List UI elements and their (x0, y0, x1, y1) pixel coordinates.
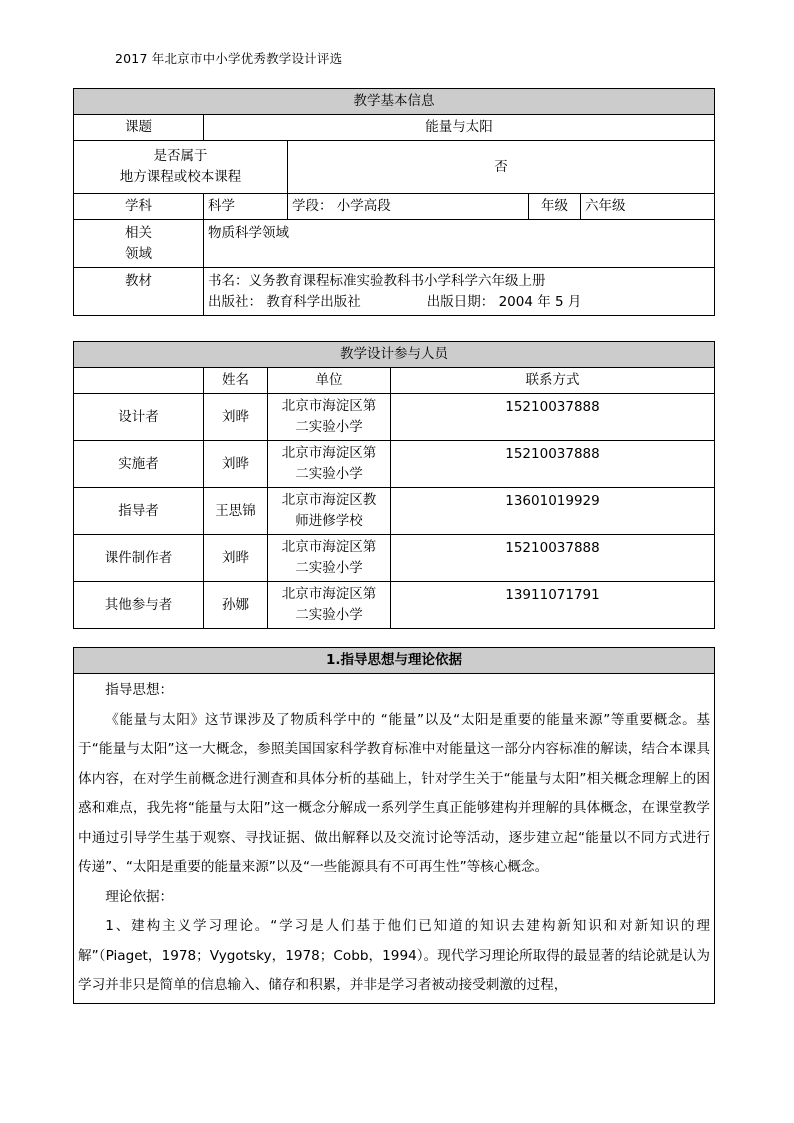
participant-name: 刘晔 (204, 394, 268, 441)
grade-value: 六年级 (581, 194, 715, 220)
table-row (74, 89, 715, 115)
unit-line-2: 二实验小学 (295, 419, 363, 435)
local-course-label (74, 141, 288, 194)
participant-unit (268, 488, 391, 535)
unit-line-2: 二实验小学 (295, 560, 363, 576)
table-row (74, 194, 715, 220)
theory-basis-label: 理论依据： (105, 888, 174, 905)
participant-role: 其他参与者 (74, 582, 204, 629)
participant-role: 实施者 (74, 441, 204, 488)
table-row (74, 268, 715, 316)
table-row (74, 115, 715, 141)
col-header-name: 姓名 (204, 368, 268, 394)
table-row (74, 141, 715, 194)
textbook-name-line: 书名：义务教育课程标准实验教科书小学科学六年级上册 (208, 273, 546, 289)
participant-contact: 15210037888 (391, 535, 715, 582)
guiding-thought-label: 指导思想： (105, 682, 174, 698)
unit-line-2: 二实验小学 (295, 607, 363, 623)
col-header-role (74, 368, 204, 394)
related-field-label-line2: 领域 (125, 245, 152, 262)
participant-name: 孙娜 (204, 582, 268, 629)
participant-role: 指导者 (74, 488, 204, 535)
textbook-publisher: 出版社： 教育科学出版社 (208, 294, 361, 310)
table-row (74, 674, 715, 1004)
related-field-value: 物质科学领域 (204, 220, 715, 268)
unit-line-2: 二实验小学 (295, 466, 363, 482)
subject-label: 学科 (74, 194, 204, 220)
participant-contact: 15210037888 (391, 441, 715, 488)
participants-table (73, 341, 715, 629)
participant-unit (268, 582, 391, 629)
guiding-thought-paragraph: 《能量与太阳》这节课涉及了物质科学中的 “能量”以及“太阳是重要的能量来源”等重要概念。基于“能量与太阳”这一大概念，参照美国国家科学教育标准中对能量这一部分内容标准的解读，结合本课具体内容，在对学生前概念进行测查和具体分析的基础上，针对学生关于“能量与太阳”相关概念理解上的困惑和难点，我先将“能量与太阳”这一概念分解成一系列学生真正能够建构并理解的具体概念，在课堂教学中通过引导学生基于观察、寻找证据、做出解释以及交流讨论等活动，逐步建立起“能量以不同方式进行传递”、“太阳是重要的能量来源”以及“一些能源具有不可再生性”等核心概念。 (78, 711, 710, 875)
textbook-publish-date: 出版日期： 2004 年 5 月 (426, 294, 582, 310)
local-course-label-line2: 地方课程或校本课程 (119, 169, 242, 185)
participant-contact: 13601019929 (391, 488, 715, 535)
participant-unit (268, 535, 391, 582)
participants-title: 教学设计参与人员 (74, 342, 715, 368)
unit-line-2: 师进修学校 (295, 513, 363, 529)
participant-contact: 13911071791 (391, 582, 715, 629)
table-row (74, 648, 715, 674)
participant-role: 课件制作者 (74, 535, 204, 582)
grade-label: 年级 (529, 194, 581, 220)
col-header-unit: 单位 (268, 368, 391, 394)
table-row (74, 535, 715, 582)
unit-line-1: 北京市海淀区第 (281, 586, 377, 602)
textbook-label: 教材 (74, 268, 204, 316)
section-one-body (74, 674, 715, 1004)
unit-line-1: 北京市海淀区第 (281, 445, 377, 461)
running-header: 2017 年北京市中小学优秀教学设计评选 (115, 51, 343, 66)
participant-unit (268, 441, 391, 488)
unit-line-1: 北京市海淀区教 (281, 492, 377, 508)
topic-label: 课题 (74, 115, 204, 141)
basic-info-table (73, 88, 715, 316)
unit-line-1: 北京市海淀区第 (281, 398, 377, 414)
textbook-value (204, 268, 715, 316)
table-row (74, 488, 715, 535)
participant-name: 刘晔 (204, 535, 268, 582)
col-header-contact: 联系方式 (391, 368, 715, 394)
participant-contact: 15210037888 (391, 394, 715, 441)
stage-value: 学段： 小学高段 (288, 194, 529, 220)
local-course-label-line1: 是否属于 (153, 148, 208, 164)
textbook-publisher-line (208, 292, 710, 313)
participant-unit (268, 394, 391, 441)
unit-line-1: 北京市海淀区第 (281, 539, 377, 555)
related-field-label-line1: 相关 (125, 224, 152, 241)
table-header-row (74, 368, 715, 394)
theory-basis-paragraph: 1、建构主义学习理论。“学习是人们基于他们已知道的知识去建构新知识和对新知识的理解”（Piaget，1978；Vygotsky，1978；Cobb，1994）。现代学习理论所取得的最显著的结论就是认为学习并非只是简单的信息输入、储存和积累，并非是学习者被动接受刺激的过程， (78, 918, 710, 993)
basic-info-title: 教学基本信息 (74, 89, 715, 115)
table-row (74, 582, 715, 629)
participant-role: 设计者 (74, 394, 204, 441)
participant-name: 刘晔 (204, 441, 268, 488)
table-row (74, 394, 715, 441)
section-one-heading: 1.指导思想与理论依据 (74, 648, 715, 674)
table-row (74, 441, 715, 488)
table-row (74, 342, 715, 368)
participant-name: 王思锦 (204, 488, 268, 535)
related-field-label (74, 220, 204, 268)
section-one-table (73, 647, 715, 1004)
subject-value: 科学 (204, 194, 288, 220)
table-row (74, 220, 715, 268)
topic-value: 能量与太阳 (204, 115, 715, 141)
local-course-value: 否 (288, 141, 715, 194)
